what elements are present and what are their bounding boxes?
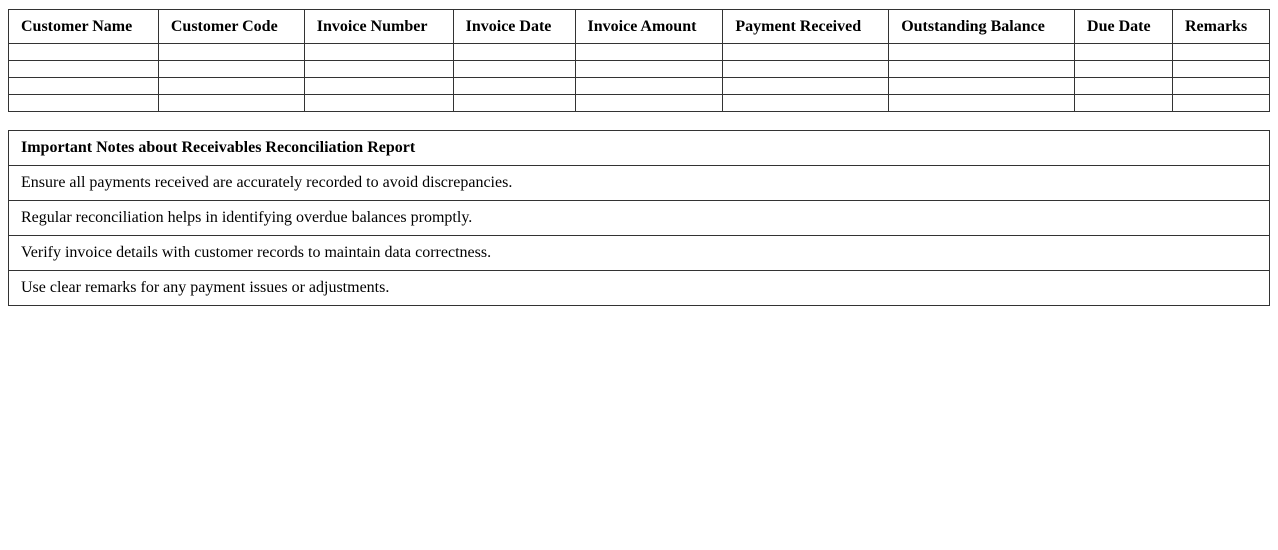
table-cell [304, 61, 453, 78]
table-cell [453, 61, 575, 78]
table-cell [889, 44, 1075, 61]
table-cell [158, 95, 304, 112]
table-cell [9, 95, 159, 112]
note-item: Ensure all payments received are accurately recorded to avoid discrepancies. [9, 166, 1270, 201]
note-row [9, 201, 1270, 236]
table-row [9, 95, 1270, 112]
table-cell [723, 61, 889, 78]
table-cell [9, 61, 159, 78]
table-cell [158, 61, 304, 78]
table-cell [1075, 44, 1173, 61]
notes-table [8, 130, 1270, 306]
header-remarks: Remarks [1172, 10, 1269, 44]
header-customer-name: Customer Name [9, 10, 159, 44]
table-cell [889, 61, 1075, 78]
table-cell [9, 44, 159, 61]
table-cell [1172, 44, 1269, 61]
header-invoice-amount: Invoice Amount [575, 10, 723, 44]
note-item: Regular reconciliation helps in identifying overdue balances promptly. [9, 201, 1270, 236]
table-cell [304, 95, 453, 112]
note-row [9, 236, 1270, 271]
header-customer-code: Customer Code [158, 10, 304, 44]
table-cell [453, 44, 575, 61]
table-cell [304, 44, 453, 61]
table-cell [1075, 61, 1173, 78]
note-row [9, 271, 1270, 306]
table-cell [723, 78, 889, 95]
note-item: Use clear remarks for any payment issues or adjustments. [9, 271, 1270, 306]
table-cell [158, 44, 304, 61]
table-row [9, 78, 1270, 95]
notes-title-row [9, 131, 1270, 166]
table-cell [575, 44, 723, 61]
table-cell [1172, 78, 1269, 95]
table-cell [1172, 95, 1269, 112]
table-row [9, 61, 1270, 78]
notes-title: Important Notes about Receivables Reconciliation Report [9, 131, 1270, 166]
table-cell [453, 78, 575, 95]
table-cell [575, 61, 723, 78]
header-outstanding-balance: Outstanding Balance [889, 10, 1075, 44]
table-cell [575, 95, 723, 112]
table-header-row [9, 10, 1270, 44]
header-invoice-date: Invoice Date [453, 10, 575, 44]
table-cell [304, 78, 453, 95]
table-cell [575, 78, 723, 95]
note-row [9, 166, 1270, 201]
table-cell [889, 95, 1075, 112]
table-cell [723, 44, 889, 61]
table-cell [889, 78, 1075, 95]
table-cell [453, 95, 575, 112]
table-cell [1172, 61, 1269, 78]
table-cell [1075, 78, 1173, 95]
receivables-table [8, 9, 1270, 112]
header-invoice-number: Invoice Number [304, 10, 453, 44]
table-cell [723, 95, 889, 112]
table-cell [9, 78, 159, 95]
table-cell [1075, 95, 1173, 112]
table-cell [158, 78, 304, 95]
note-item: Verify invoice details with customer records to maintain data correctness. [9, 236, 1270, 271]
header-payment-received: Payment Received [723, 10, 889, 44]
header-due-date: Due Date [1075, 10, 1173, 44]
table-row [9, 44, 1270, 61]
